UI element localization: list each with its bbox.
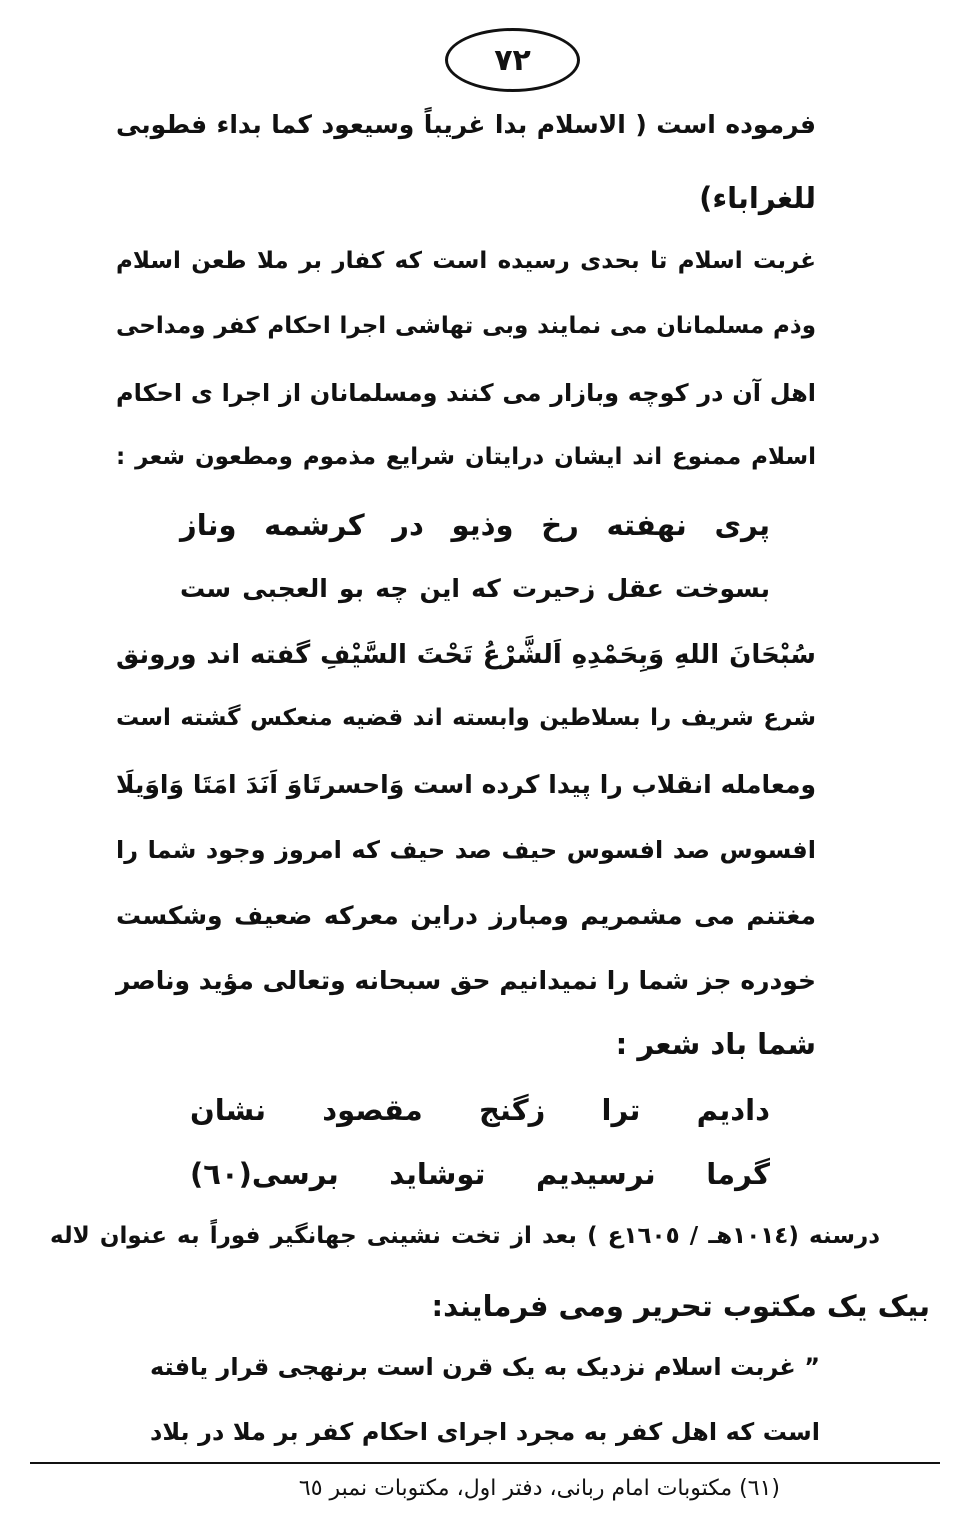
poem-line-3: دادیم ترا زگنج مقصود نشان: [190, 1093, 770, 1127]
text-line-10: افسوس صد افسوس حیف صد حیف که امروز وجود شما را: [116, 836, 816, 864]
text-line-13: شما باد شعر :: [615, 1027, 816, 1061]
poem-line-1: پری نهفته رخ وذیو در کرشمه وناز: [180, 508, 770, 542]
footnote-divider: [30, 1462, 940, 1464]
text-line-14: درسنه (١٠١٤هـ / ١٦٠٥ع ) بعد از تخت نشینی جهانگیر فوراً به عنوان لاله: [50, 1223, 880, 1249]
text-line-3: غربت اسلام تا بحدی رسیده است که کفار بر ملا طعن اسلام: [116, 248, 816, 274]
text-line-9: ومعامله انقلاب را پیدا کرده است وَاحسرتَاوَ اَنَدَ امَتَا وَاوَيلَا: [116, 770, 816, 799]
text-line-15: بیک یک مکتوب تحریر ومی فرمایند:: [431, 1289, 930, 1323]
text-line-1: فرموده است ( الاسلام بدا غریباً وسیعود کما بداء فطوبی: [116, 110, 816, 139]
text-line-5: اهل آن در کوچه وبازار می کنند ومسلمانان از اجرا ی احکام: [116, 379, 816, 407]
text-line-4: وذم مسلمانان می نمایند وبی تهاشی اجرا احکام کفر ومداحی: [116, 313, 816, 339]
text-line-6: اسلام ممنوع اند ایشان درایتان شرایع مذموم ومطعون شعر :: [116, 444, 816, 470]
page-number: ۷۲: [445, 28, 580, 92]
text-line-16: ” غربت اسلام نزدیک به یک قرن است برنهجی قرار یافته: [150, 1353, 820, 1381]
text-line-12: خودره جز شما را نمیدانیم حق سبحانه وتعالی مؤید وناصر: [116, 966, 816, 995]
text-line-11: مغتنم می مشمریم ومبارز دراین معرکه ضعیف وشکست: [116, 901, 816, 930]
text-line-8: شرع شریف را بسلاطین وابسته اند قضیه منعکس گشته است: [116, 705, 816, 731]
poem-line-4: گرما نرسیدیم توشاید برسی(٦٠): [190, 1157, 770, 1191]
text-line-2: للغراباء): [699, 181, 816, 215]
text-line-17: است که اهل کفر به مجرد اجرای احکام کفر بر ملا در بلاد: [150, 1418, 820, 1446]
poem-line-2: بسوخت عقل زحیرت که این چه بو العجبی ست: [180, 574, 770, 603]
footnote: (٦١) مکتوبات امام ربانی، دفتر اول، مکتوبات نمبر ٦٥: [298, 1476, 780, 1501]
text-line-7: سُبْحَانَ اللهِ وَبِحَمْدِهِ اَلشَّرْعُ تَحْتَ السَّيْفِ گفته اند ورونق: [116, 640, 816, 670]
